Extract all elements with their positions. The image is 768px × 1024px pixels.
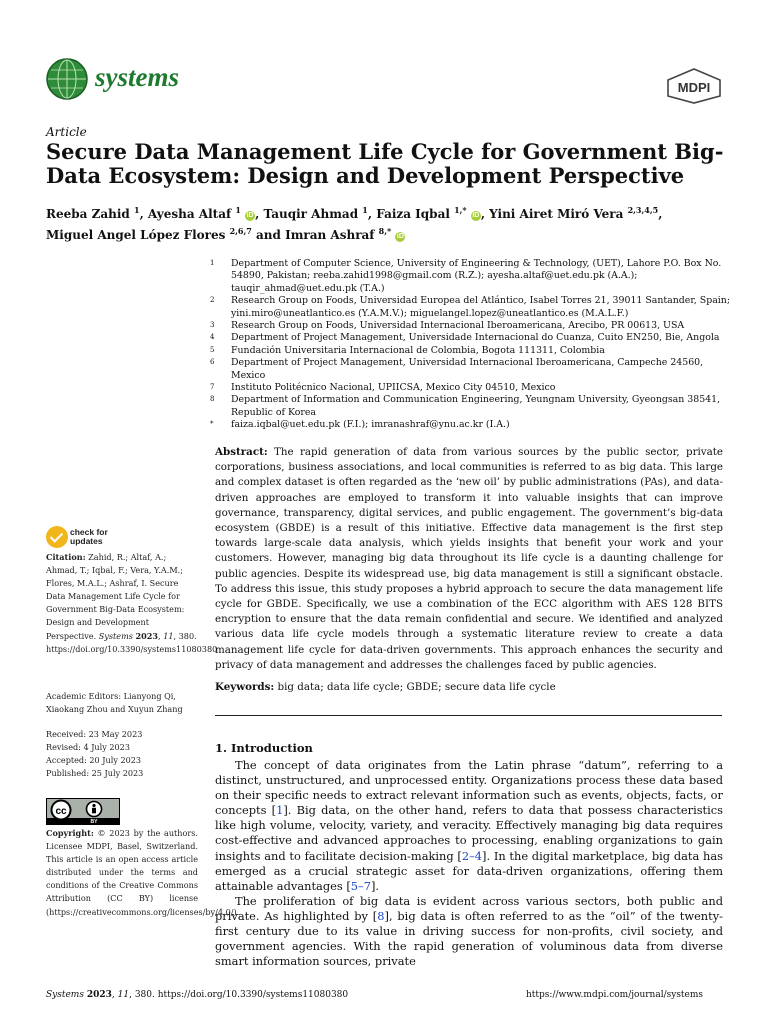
copyright-notice <box>46 827 240 919</box>
date-revised: Revised: 4 July 2023 <box>46 742 130 753</box>
orcid-icon[interactable]: iD <box>246 212 254 219</box>
affiliation-item <box>210 419 730 431</box>
check-for-updates-button[interactable] <box>46 526 136 550</box>
copyright-label: Copyright: <box>46 828 94 838</box>
keywords-label: Keywords: <box>215 681 275 693</box>
affiliation-text: Department of Computer Science, University of Engineering & Technology, (UET), Lahore P.O. Box No. 54890, Pakistan; reeba.zahid1998@gmail.com (R.Z.); ayesha.altaf@uet.edu.pk (A.A.); tauqir_ahmad@uet.edu.pk (T.A.) <box>231 258 722 294</box>
author-affiliation-marker: 8,* <box>378 226 392 236</box>
affiliation-number: 6 <box>210 358 215 367</box>
check-updates-label <box>70 528 108 546</box>
affiliation-text: faiza.iqbal@uet.edu.pk (F.I.); imranashraf@ynu.ac.kr (I.A.) <box>231 419 510 431</box>
author-affiliation-marker: 1,* <box>454 205 467 215</box>
citation-year: 2023 <box>135 630 159 641</box>
footer-citation: Systems 2023, 11, 380. https://doi.org/10.3390/systems11080380 <box>46 990 349 1000</box>
copyright-text: © 2023 by the authors. Licensee MDPI, Basel, Switzerland. This article is an open access article distributed under the terms and conditions of the Creative Commons Attribution (CC BY) license (https://creativecommons.org/licenses/by/4.0/). <box>46 828 240 917</box>
affiliation-item <box>210 357 730 382</box>
footer-journal-url[interactable]: https://www.mdpi.com/journal/systems <box>526 990 704 1000</box>
footer-year: 2023 <box>86 990 112 1000</box>
affiliation-item <box>210 258 730 295</box>
author-affiliation-marker: 2,3,4,5 <box>627 205 659 215</box>
author-name: Faiza Iqbal <box>376 207 455 221</box>
affiliation-item <box>210 382 730 394</box>
svg-text:cc: cc <box>55 806 67 817</box>
check-updates-line-1: check for <box>70 527 108 537</box>
author-name: Tauqir Ahmad <box>263 207 363 221</box>
affiliation-number: * <box>210 420 214 429</box>
author-name: Miguel Angel López Flores <box>46 228 230 242</box>
author-name: Ayesha Altaf <box>147 207 236 221</box>
citation: Citation: Zahid, R.; Altaf, A.; Ahmad, T.; Iqbal, F.; Vera, Y.A.M.; Flores, M.A.L.; Ashraf, I. Secure Data Management Life Cycle for Government Big-Data Ecosystem: Design and Development Perspective. Systems 2023, 11, 380. https://doi.org/10.3390/systems11080380 <box>46 552 218 654</box>
introduction-body <box>215 758 723 969</box>
author-affiliation-marker: 1 <box>362 205 368 215</box>
affiliation-number: 5 <box>210 345 215 354</box>
author-name: Yini Airet Miró Vera <box>489 207 628 221</box>
reference-link[interactable]: 5–7 <box>350 878 371 893</box>
section-divider <box>215 715 722 716</box>
citation-volume: 11 <box>163 630 174 641</box>
affiliation-number: 3 <box>210 321 215 330</box>
article-type: Article <box>46 125 87 139</box>
affiliation-item <box>210 320 730 332</box>
affiliation-item <box>210 394 730 419</box>
affiliation-number: 1 <box>210 259 215 267</box>
cc-badge-text: BY <box>90 819 98 825</box>
footer-doi[interactable]: , 380. https://doi.org/10.3390/systems11080380 <box>129 990 349 1000</box>
citation-journal: Systems <box>98 630 133 641</box>
reference-link[interactable]: 2–4 <box>461 848 483 863</box>
date-received: Received: 23 May 2023 <box>46 729 143 739</box>
author-name: Imran Ashraf <box>285 228 379 242</box>
orcid-icon[interactable]: iD <box>396 233 404 240</box>
reference-link[interactable]: 8 <box>377 908 385 923</box>
citation-doi[interactable]: , 380. https://doi.org/10.3390/systems11080380 <box>46 630 218 654</box>
affiliation-text: Fundación Universitaria Internacional de Colombia, Bogota 111311, Colombia <box>231 344 605 356</box>
reference-link[interactable]: 1 <box>276 803 284 818</box>
paper-title: Secure Data Management Life Cycle for Government Big-Data Ecosystem: Design and Development Perspective <box>46 139 724 188</box>
checkmark-icon <box>46 526 68 548</box>
affiliation-number: 2 <box>210 296 215 305</box>
affiliation-item <box>210 345 730 357</box>
author-affiliation-marker: 1 <box>133 205 140 215</box>
check-updates-line-2: updates <box>70 536 103 546</box>
affiliation-item <box>210 295 730 320</box>
affiliation-text: Department of Project Management, Universidad Internacional Iberoamericana, Campeche 24560, Mexico <box>231 357 704 381</box>
affiliation-text: Research Group on Foods, Universidad Internacional Iberoamericana, Arecibo, PR 00613, USA <box>231 320 685 332</box>
intro-paragraph-2: The proliferation of big data is evident across various sectors, both public and private. As highlighted by [8], big data is often referred to as the “oil” of the twenty-first century due to its value in driving success for non-profits, civil society, and government agencies. With the rapid generation of voluminous data from diverse smart information sources, private <box>215 893 724 969</box>
affiliation-text: Research Group on Foods, Universidad Europea del Atlántico, Isabel Torres 21, 39011 Santander, Spain; yini.miro@uneatlantico.es (Y.A.M.V.); miguelangel.lopez@uneatlantico.es (M.A.L.F.) <box>231 295 730 319</box>
date-published: Published: 25 July 2023 <box>46 768 144 779</box>
author-affiliation-marker: 2,6,7 <box>229 226 252 236</box>
affiliation-number: 4 <box>210 333 215 342</box>
author-name: Reeba Zahid <box>46 207 134 221</box>
keywords <box>215 681 723 693</box>
systems-globe-logo <box>46 58 88 100</box>
affiliation-number: 7 <box>210 383 215 392</box>
mdpi-logo <box>666 68 722 104</box>
academic-editors: Academic Editors: Lianyong Qi, Xiaokang Zhou and Xuyun Zhang <box>46 691 183 715</box>
affiliation-text: Department of Information and Communication Engineering, Yeungnam University, Gyeongsan 38541, Republic of Korea <box>231 394 721 418</box>
footer-journal: Systems <box>46 990 84 1000</box>
affiliation-text: Department of Project Management, Universidade Internacional do Cuanza, Cuito EN250, Bie, Angola <box>231 332 720 344</box>
abstract-label: Abstract: <box>215 446 268 458</box>
affiliation-number: 8 <box>210 395 215 404</box>
author-affiliation-marker: 1 <box>235 205 241 215</box>
affiliation-item <box>210 332 730 344</box>
cc-by-license-badge[interactable] <box>46 798 120 825</box>
journal-name: systems <box>95 62 179 92</box>
affiliation-text: Instituto Politécnico Nacional, UPIICSA, Mexico City 04510, Mexico <box>231 382 556 394</box>
mdpi-logo-text: MDPI <box>677 80 711 95</box>
affiliation-list <box>210 258 730 432</box>
citation-label: Citation: <box>46 552 86 562</box>
citation-text: Zahid, R.; Altaf, A.; Ahmad, T.; Iqbal, F.; Vera, Y.A.M.; Flores, M.A.L.; Ashraf, I. Secure Data Management Life Cycle for Government Big-Data Ecosystem: Design and Development Perspective. <box>46 552 185 641</box>
orcid-icon[interactable]: iD <box>472 212 480 219</box>
abstract <box>215 445 723 673</box>
section-heading-introduction: 1. Introduction <box>215 741 313 755</box>
abstract-text: The rapid generation of data from various sources by the public sector, private corporations, business associations, and local communities is referred to as big data. This large and complex dataset is often regarded as the ‘new oil’ by public administrations (PAs), and data-driven approaches are employed to transform it into valuable insights that can improve governance, transparency, digital services, and public engagement. The government’s big-data ecosystem (GBDE) is a result of this initiative. Effective data management is the first step towards large-scale data analysis, which yields insights that benefit your work and your customers. However, managing big data throughout its life cycle is a daunting challenge for public agencies. Despite its widespread use, big data management is still a significant obstacle. To address this issue, this study proposes a hybrid approach to secure the data management life cycle for GBDE. Specifically, we use a combination of the ECC algorithm with AES 128 BITS encryption to ensure that the data remain confidential and secure. We identified and analyzed various data life cycle models through a systematic literature review to create a data management life cycle for data-driven governments. This approach enhances the security and privacy of data management and addresses the challenges faced by public agencies. <box>215 446 723 671</box>
publication-dates <box>46 728 198 780</box>
author-list: Reeba Zahid $^1$, Ayesha Altaf $^1$ iD , Tauqir Ahmad $^1$, Faiza Iqbal $^{1,*}$ iD , Yini Airet Miró Vera $^{2,3,4,5}$, Miguel Angel López Flores $^{2,6,7}$ and Imran Ashraf $^{8,*}$ iD <box>46 205 663 242</box>
date-accepted: Accepted: 20 July 2023 <box>46 755 142 766</box>
keywords-text: big data; data life cycle; GBDE; secure data life cycle <box>277 681 556 693</box>
footer-volume: 11 <box>117 990 130 1000</box>
intro-paragraph-1: The concept of data originates from the Latin phrase “datum”, referring to a distinct, unstructured, and unprocessed entity. Organizations process these data based on their specific needs to extract relevant information such as events, objects, facts, or concepts [1]. Big data, on the other hand, refers to data that possess characteristics like high volume, velocity, variety, and veracity. Effectively managing big data requires cost-effective and advanced approaches to processing, enabling organizations to gain insights and to facilitate decision-making [2–4]. In the digital marketplace, big data has emerged as a crucial strategic asset for data-driven organizations, offering them attainable advantages [5–7]. <box>215 758 723 893</box>
